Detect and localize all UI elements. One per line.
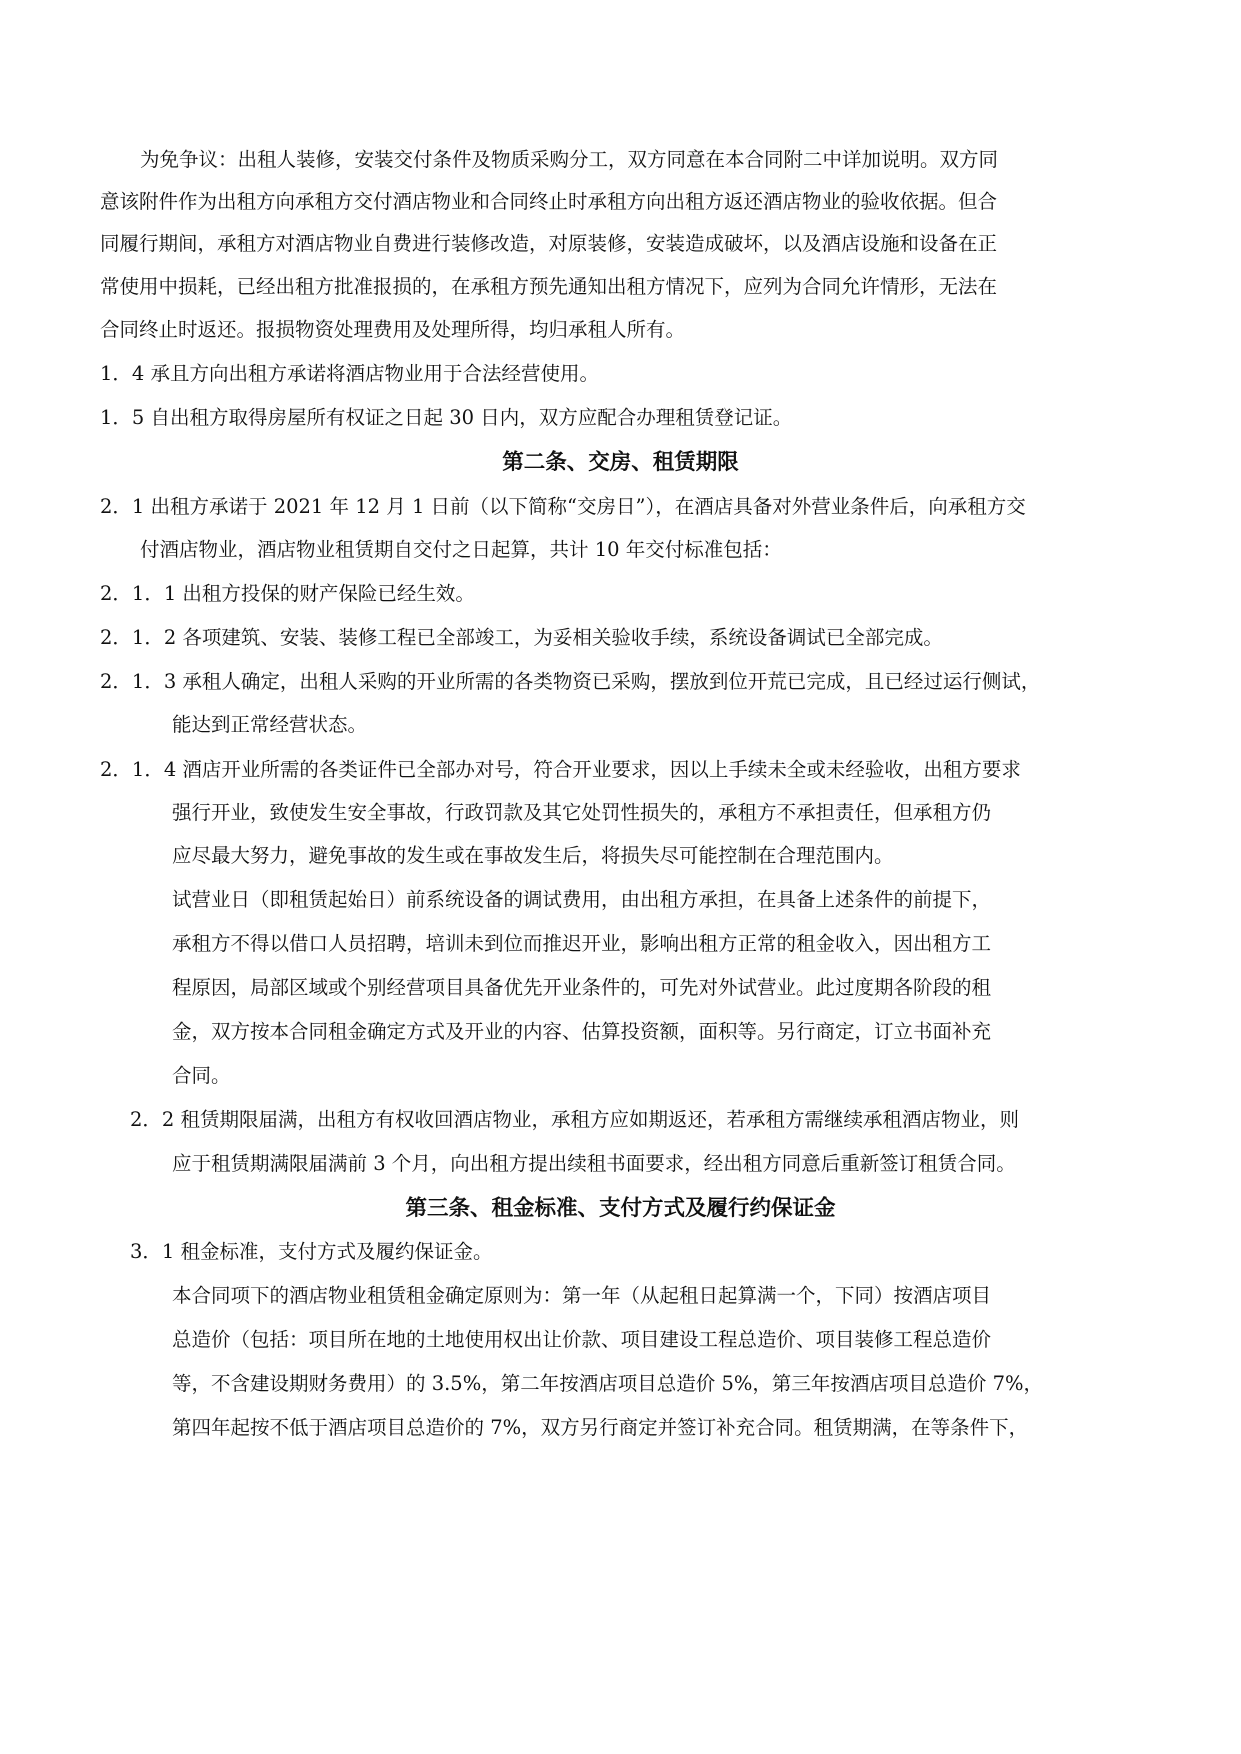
paragraph-line: 为免争议：出租人装修，安装交付条件及物质采购分工，双方同意在本合同附二中详加说明。双方同 (140, 148, 999, 171)
clause-2-1-1: 2．1．1 出租方投保的财产保险已经生效。 (100, 582, 475, 605)
clause-3-1: 3．1 租金标准，支付方式及履约保证金。 (130, 1240, 493, 1263)
rent-paragraph-line: 本合同项下的酒店物业租赁租金确定原则为：第一年（从起租日起算满一个，下同）按酒店项目 (172, 1284, 992, 1307)
section-heading-2: 第二条、交房、租赁期限 (502, 450, 739, 475)
rent-paragraph-line: 总造价（包括：项目所在地的土地使用权出让价款、项目建设工程总造价、项目装修工程总造价 (172, 1328, 992, 1351)
rent-paragraph-line: 第四年起按不低于酒店项目总造价的 7%，双方另行商定并签订补充合同。租赁期满，在等条件下， (172, 1416, 1029, 1439)
clause-1-4: 1．4 承且方向出租方承诺将酒店物业用于合法经营使用。 (100, 362, 600, 385)
trial-paragraph-line: 合同。 (172, 1064, 231, 1087)
clause-1-5: 1．5 自出租方取得房屋所有权证之日起 30 日内，双方应配合办理租赁登记证。 (100, 406, 793, 429)
paragraph-line: 合同终止时返还。报损物资处理费用及处理所得，均归承租人所有。 (100, 318, 686, 341)
clause-2-1-2: 2．1．2 各项建筑、安装、装修工程已全部竣工，为妥相关验收手续，系统设备调试已全部完成。 (100, 626, 943, 649)
trial-paragraph-line: 程原因，局部区域或个别经营项目具备优先开业条件的，可先对外试营业。此过度期各阶段的租 (172, 976, 992, 999)
paragraph-line: 同履行期间，承租方对酒店物业自费进行装修改造，对原装修，安装造成破坏，以及酒店设施和设备在正 (100, 232, 998, 255)
trial-paragraph-line: 金，双方按本合同租金确定方式及开业的内容、估算投资额，面积等。另行商定，订立书面补充 (172, 1020, 992, 1043)
paragraph-line: 常使用中损耗，已经出租方批准报损的，在承租方预先通知出租方情况下，应列为合同允许情形，无法在 (100, 275, 998, 298)
clause-2-1-4-line: 应尽最大努力，避免事故的发生或在事故发生后，将损失尽可能控制在合理范围内。 (172, 844, 894, 867)
clause-2-1-line: 付酒店物业，酒店物业租赁期自交付之日起算，共计 10 年交付标准包括： (140, 538, 782, 561)
trial-paragraph-line: 试营业日（即租赁起始日）前系统设备的调试费用，由出租方承担，在具备上述条件的前提下， (172, 888, 992, 911)
clause-2-1-3-line: 2．1．3 承租人确定，出租人采购的开业所需的各类物资已采购，摆放到位开荒已完成，且已经过运行侧试， (100, 670, 1041, 693)
clause-2-1-line: 2．1 出租方承诺于 2021 年 12 月 1 日前（以下简称“交房日”），在酒店具备对外营业条件后，向承租方交 (100, 495, 1026, 518)
rent-paragraph-line: 等，不含建设期财务费用）的 3.5%，第二年按酒店项目总造价 5%，第三年按酒店项目总造价 7%， (172, 1372, 1044, 1395)
section-heading-3: 第三条、租金标准、支付方式及履行约保证金 (405, 1196, 836, 1221)
clause-2-1-3-line: 能达到正常经营状态。 (172, 713, 368, 736)
clause-2-1-4-line: 强行开业，致使发生安全事故，行政罚款及其它处罚性损失的，承租方不承担责任，但承租方仍 (172, 801, 992, 824)
clause-2-2-line: 应于租赁期满限届满前 3 个月，向出租方提出续租书面要求，经出租方同意后重新签订租赁合同。 (172, 1152, 1016, 1175)
clause-2-2-line: 2．2 租赁期限届满，出租方有权收回酒店物业，承租方应如期返还，若承租方需继续承租酒店物业，则 (130, 1108, 1020, 1131)
trial-paragraph-line: 承租方不得以借口人员招聘，培训未到位而推迟开业，影响出租方正常的租金收入，因出租方工 (172, 932, 992, 955)
paragraph-line: 意该附件作为出租方向承租方交付酒店物业和合同终止时承租方向出租方返还酒店物业的验收依据。但合 (100, 190, 998, 213)
clause-2-1-4-line: 2．1．4 酒店开业所需的各类证件已全部办对号，符合开业要求，因以上手续未全或未经验收，出租方要求 (100, 758, 1021, 781)
